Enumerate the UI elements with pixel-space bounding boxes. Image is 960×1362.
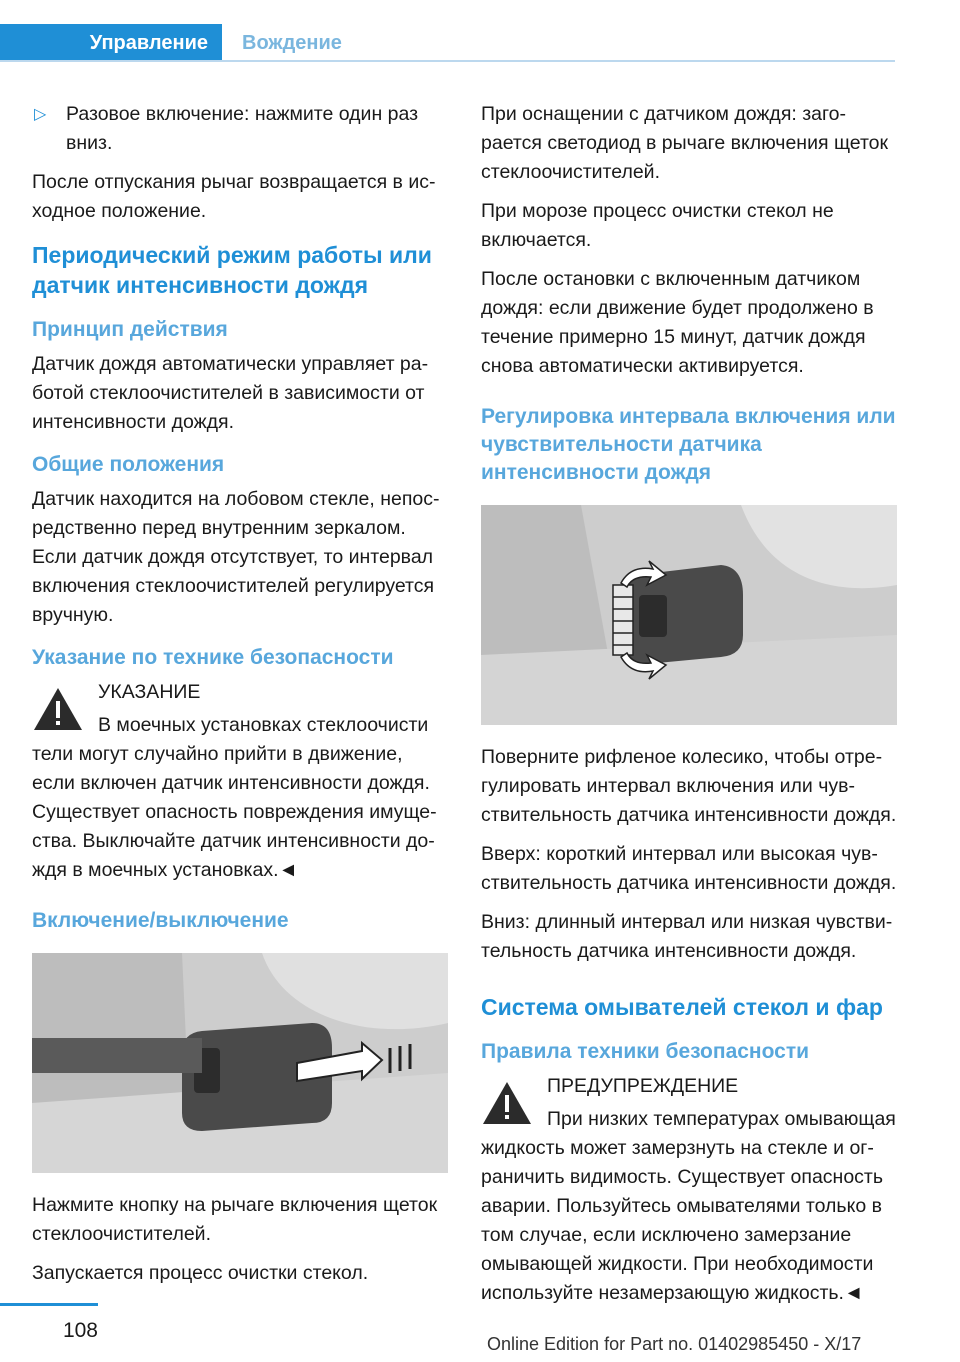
header [0, 24, 895, 62]
bullet-single-wipe [32, 100, 448, 158]
header-divider [0, 60, 895, 62]
heading-safety-note: Указание по технике безопасности [32, 646, 394, 669]
edition-note: Online Edition for Part no. 01402985450 - X/17 [487, 1334, 862, 1354]
paragraph-general: Датчик находится на лобовом стекле, непосредственно перед внутренним зеркалом. Если датчик дождя отсутствует, то интервал включения стеклоочистителей регулируется вручную. [32, 488, 440, 626]
page-number: 108 [62, 1319, 98, 1342]
warning-title: УКАЗАНИЕ [98, 681, 201, 703]
warning-triangle-icon [481, 1080, 533, 1126]
left-column [32, 100, 448, 1298]
heading-on-off: Включение/выключение [32, 909, 289, 932]
paragraph-stop: После остановки с включенным датчиком дождя: если движение будет продолжено в течение примерно 15 минут, датчик дождя снова автоматически активируется. [481, 268, 874, 377]
paragraph-start: Запускается процесс очистки стекол. [32, 1262, 369, 1284]
paragraph-turn-wheel: Поверните рифленое колесико, чтобы отрегулировать интервал включения или чувствительность датчика интенсивности дождя. [481, 746, 897, 826]
paragraph-down: Вниз: длинный интервал или низкая чувствительность датчика интенсивности дождя. [481, 911, 893, 962]
figure-knurled-wheel [481, 505, 897, 725]
heading-general: Общие положения [32, 453, 225, 476]
warning-title: ПРЕДУПРЕЖДЕНИЕ [547, 1075, 739, 1097]
heading-periodic-mode: Периодический режим работы или датчик интенсивности дождя [32, 242, 432, 298]
triangle-bullet-icon: ▷ [34, 106, 47, 123]
tab-driving[interactable]: Вождение [242, 32, 342, 54]
warning-text: тели могут случайно прийти в движение, если включен датчик интенсивности дождя. Существует опасность повреждения имущества. Выключайте датчик интенсивности дождя в моечных установках.◄ [32, 743, 437, 881]
paragraph-press-button: Нажмите кнопку на рычаге включения щеток стеклоочистителей. [32, 1194, 438, 1245]
paragraph-up: Вверх: короткий интервал или высокая чувствительность датчика интенсивности дождя. [481, 843, 897, 894]
paragraph-equipment: При оснащении с датчиком дождя: загорается светодиод в рычаге включения щеток стеклоочистителей. [481, 103, 889, 183]
right-column [481, 100, 897, 1318]
figure-wiper-button [32, 953, 448, 1173]
heading-washer-system: Система омывателей стекол и фар [481, 994, 883, 1020]
warning-text-first: В моечных установках стеклоочисти [98, 714, 429, 736]
heading-safety-rules: Правила техники безопасности [481, 1040, 810, 1063]
paragraph-return: После отпускания рычаг возвращается в исходное положение. [32, 171, 436, 222]
heading-adjust-interval: Регулировка интервала включения или чувствительности датчика интенсивности дождя [481, 405, 896, 484]
warning-block [481, 1072, 897, 1134]
heading-principle: Принцип действия [32, 318, 228, 341]
paragraph-principle: Датчик дождя автоматически управляет работой стеклоочистителей в зависимости от интенсивности дождя. [32, 353, 429, 433]
warning-triangle-icon [32, 686, 84, 732]
footer-accent-line [0, 1303, 98, 1306]
paragraph-frost: При морозе процесс очистки стекол не включается. [481, 200, 834, 251]
warning-block [32, 678, 448, 740]
warning-text-first: При низких температурах омывающая [547, 1108, 896, 1130]
bullet-text: Разовое включение: нажмите один раз вниз. [66, 103, 419, 154]
warning-text: жидкость может замерзнуть на стекле и ограничить видимость. Существует опасность аварии. Пользуйтесь омывателями только в том случае, если исключено замерзание омывающей жидкости. При необходимости используйте незамерзающую жидкость.◄ [481, 1137, 884, 1304]
tab-controls[interactable]: Управление [0, 24, 222, 60]
